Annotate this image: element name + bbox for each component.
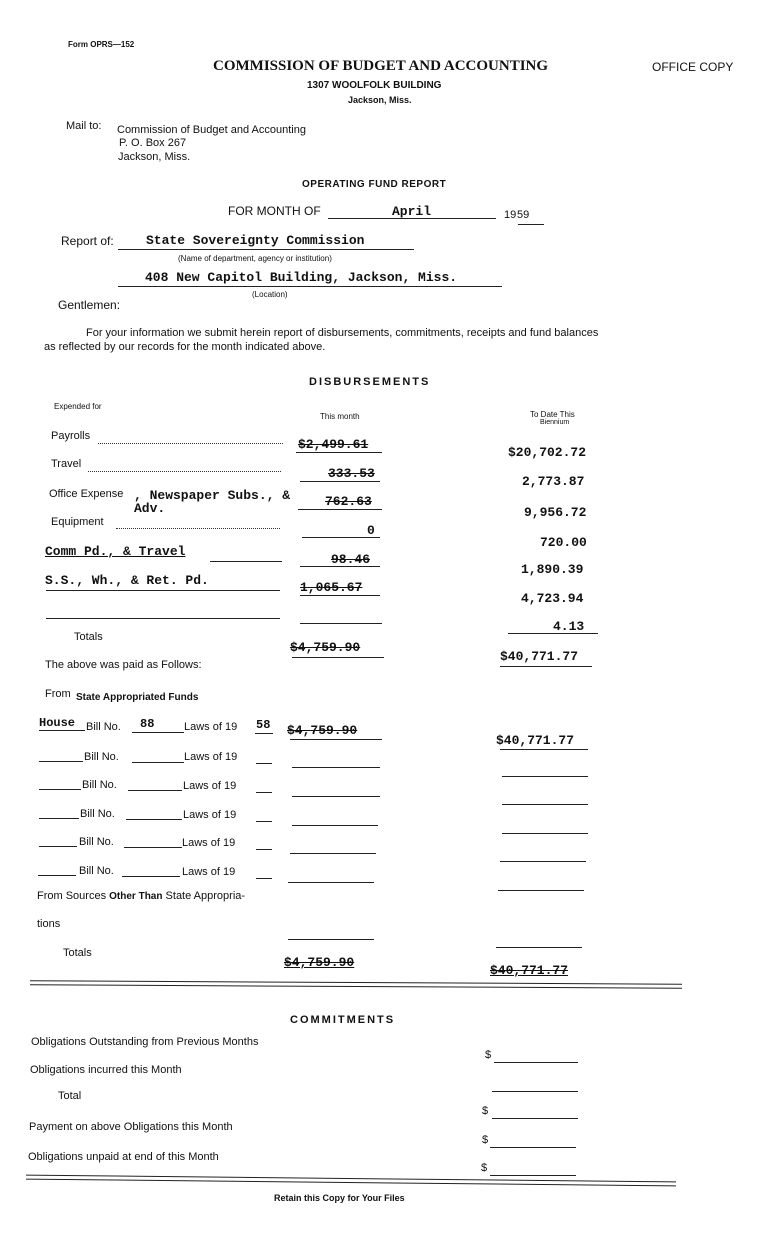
laws-label: Laws of 19: [184, 751, 238, 763]
commit-row-label: Obligations incurred this Month: [30, 1064, 182, 1076]
from-state-funds: State Appropriated Funds: [76, 692, 199, 703]
office-copy-label: OFFICE COPY: [652, 60, 734, 74]
commit-row-value: $: [485, 1049, 492, 1061]
disb-row-month: 98.46: [331, 552, 371, 567]
intro-line-2: as reflected by our records for the month indicated above.: [44, 341, 326, 353]
disb-row-month: 1,065.67: [300, 580, 363, 595]
department-caption: (Name of department, agency or institution): [178, 254, 332, 263]
col-expended-header: Expended for: [54, 402, 102, 411]
bill-month: $4,759.90: [287, 723, 358, 738]
report-of-label: Report of:: [61, 234, 114, 248]
location-caption: (Location): [252, 290, 288, 299]
from-state-prefix: From: [45, 688, 71, 700]
disb-row-todate: 720.00: [540, 535, 587, 550]
disb-row-todate: 2,773.87: [522, 474, 585, 489]
commit-row-value: $: [482, 1134, 489, 1146]
footer-note: Retain this Copy for Your Files: [274, 1193, 405, 1203]
disb-row-extra: S.S., Wh., & Ret. Pd.: [45, 573, 209, 588]
disbursements-title: DISBURSEMENTS: [309, 376, 431, 388]
laws-label: Laws of 19: [182, 866, 236, 878]
commit-row-label: Total: [58, 1090, 82, 1102]
totals2-todate: $40,771.77: [490, 963, 569, 978]
agency-address: 1307 WOOLFOLK BUILDING: [307, 80, 442, 91]
laws-label: Laws of 19: [184, 721, 238, 733]
month-value: April: [392, 204, 432, 219]
laws-year: 58: [256, 718, 271, 732]
page-title: COMMISSION OF BUDGET AND ACCOUNTING: [213, 58, 549, 74]
form-number: Form OPRS—152: [68, 40, 135, 49]
disb-row-month: 762.63: [325, 494, 372, 509]
commit-row-label: Obligations Outstanding from Previous Months: [31, 1036, 259, 1048]
disb-row-extra: , Newspaper Subs., & Adv.: [134, 488, 291, 516]
other-sources-label-1: From Sources Other Than State Appropria-: [37, 890, 246, 902]
col-todate-header-1: To Date This: [530, 410, 575, 419]
mail-to-line3: Jackson, Miss.: [118, 151, 191, 163]
totals2-month: $4,759.90: [284, 955, 355, 970]
laws-label: Laws of 19: [183, 809, 237, 821]
bill-house: House: [39, 716, 76, 730]
commitments-title: COMMITMENTS: [290, 1014, 396, 1026]
disb-row-label: Travel: [51, 458, 82, 470]
agency-city: Jackson, Miss.: [348, 95, 412, 105]
disb-row-todate: 9,956.72: [524, 505, 587, 520]
disb-row-month: 0: [367, 523, 375, 538]
paid-as-follows: The above was paid as Follows:: [45, 659, 202, 671]
mail-to-line2: P. O. Box 267: [119, 137, 187, 149]
col-month-header: This month: [320, 412, 360, 421]
laws-label: Laws of 19: [183, 780, 237, 792]
bill-no-label: Bill No.: [82, 779, 117, 791]
year-prefix: 19: [504, 209, 517, 221]
disb-row-label: Equipment: [51, 516, 104, 528]
bill-no-label: Bill No.: [84, 751, 119, 763]
year-suffix: 59: [517, 209, 530, 221]
bill-no-label: Bill No.: [79, 865, 114, 877]
laws-label: Laws of 19: [182, 837, 236, 849]
location: 408 New Capitol Building, Jackson, Miss.: [145, 270, 458, 285]
totals2-label: Totals: [63, 947, 92, 959]
commit-row-value: $: [481, 1162, 488, 1174]
disb-row-todate: 1,890.39: [521, 562, 584, 577]
other-sources-label-2: tions: [37, 918, 61, 930]
disb-row-label: Payrolls: [51, 430, 91, 442]
disb-row-todate: 4.13: [553, 619, 585, 634]
department-name: State Sovereignty Commission: [146, 233, 365, 248]
totals-label: Totals: [74, 631, 103, 643]
bill-no-label: Bill No.: [80, 808, 115, 820]
bill-number: 88: [140, 717, 155, 731]
mail-to-label: Mail to:: [66, 120, 102, 132]
mail-to-line1: Commission of Budget and Accounting: [117, 124, 306, 136]
commit-row-label: Payment on above Obligations this Month: [29, 1121, 233, 1133]
col-todate-header-2: Biennium: [540, 419, 570, 426]
greeting: Gentlemen:: [58, 298, 121, 312]
disb-row-todate: 4,723.94: [521, 591, 584, 606]
section-divider: [30, 980, 682, 988]
disb-row-month: $2,499.61: [298, 437, 369, 452]
footer-divider: [26, 1175, 676, 1187]
disb-row-todate: $20,702.72: [508, 445, 587, 460]
totals-month: $4,759.90: [290, 640, 361, 655]
bill-todate: $40,771.77: [496, 733, 575, 748]
intro-line-1: For your information we submit herein report of disbursements, commitments, receipts and fund balances: [86, 327, 599, 339]
month-label: FOR MONTH OF: [228, 204, 321, 218]
disb-row-label: Office Expense: [49, 488, 124, 500]
disb-row-month: 333.53: [328, 466, 375, 481]
totals-todate: $40,771.77: [500, 649, 579, 664]
bill-no-label: Bill No.: [86, 721, 121, 733]
commit-row-label: Obligations unpaid at end of this Month: [28, 1151, 219, 1163]
bill-no-label: Bill No.: [79, 836, 114, 848]
disb-row-extra: Comm Pd., & Travel: [45, 544, 186, 559]
report-title: OPERATING FUND REPORT: [302, 179, 447, 190]
commit-row-value: $: [482, 1105, 489, 1117]
